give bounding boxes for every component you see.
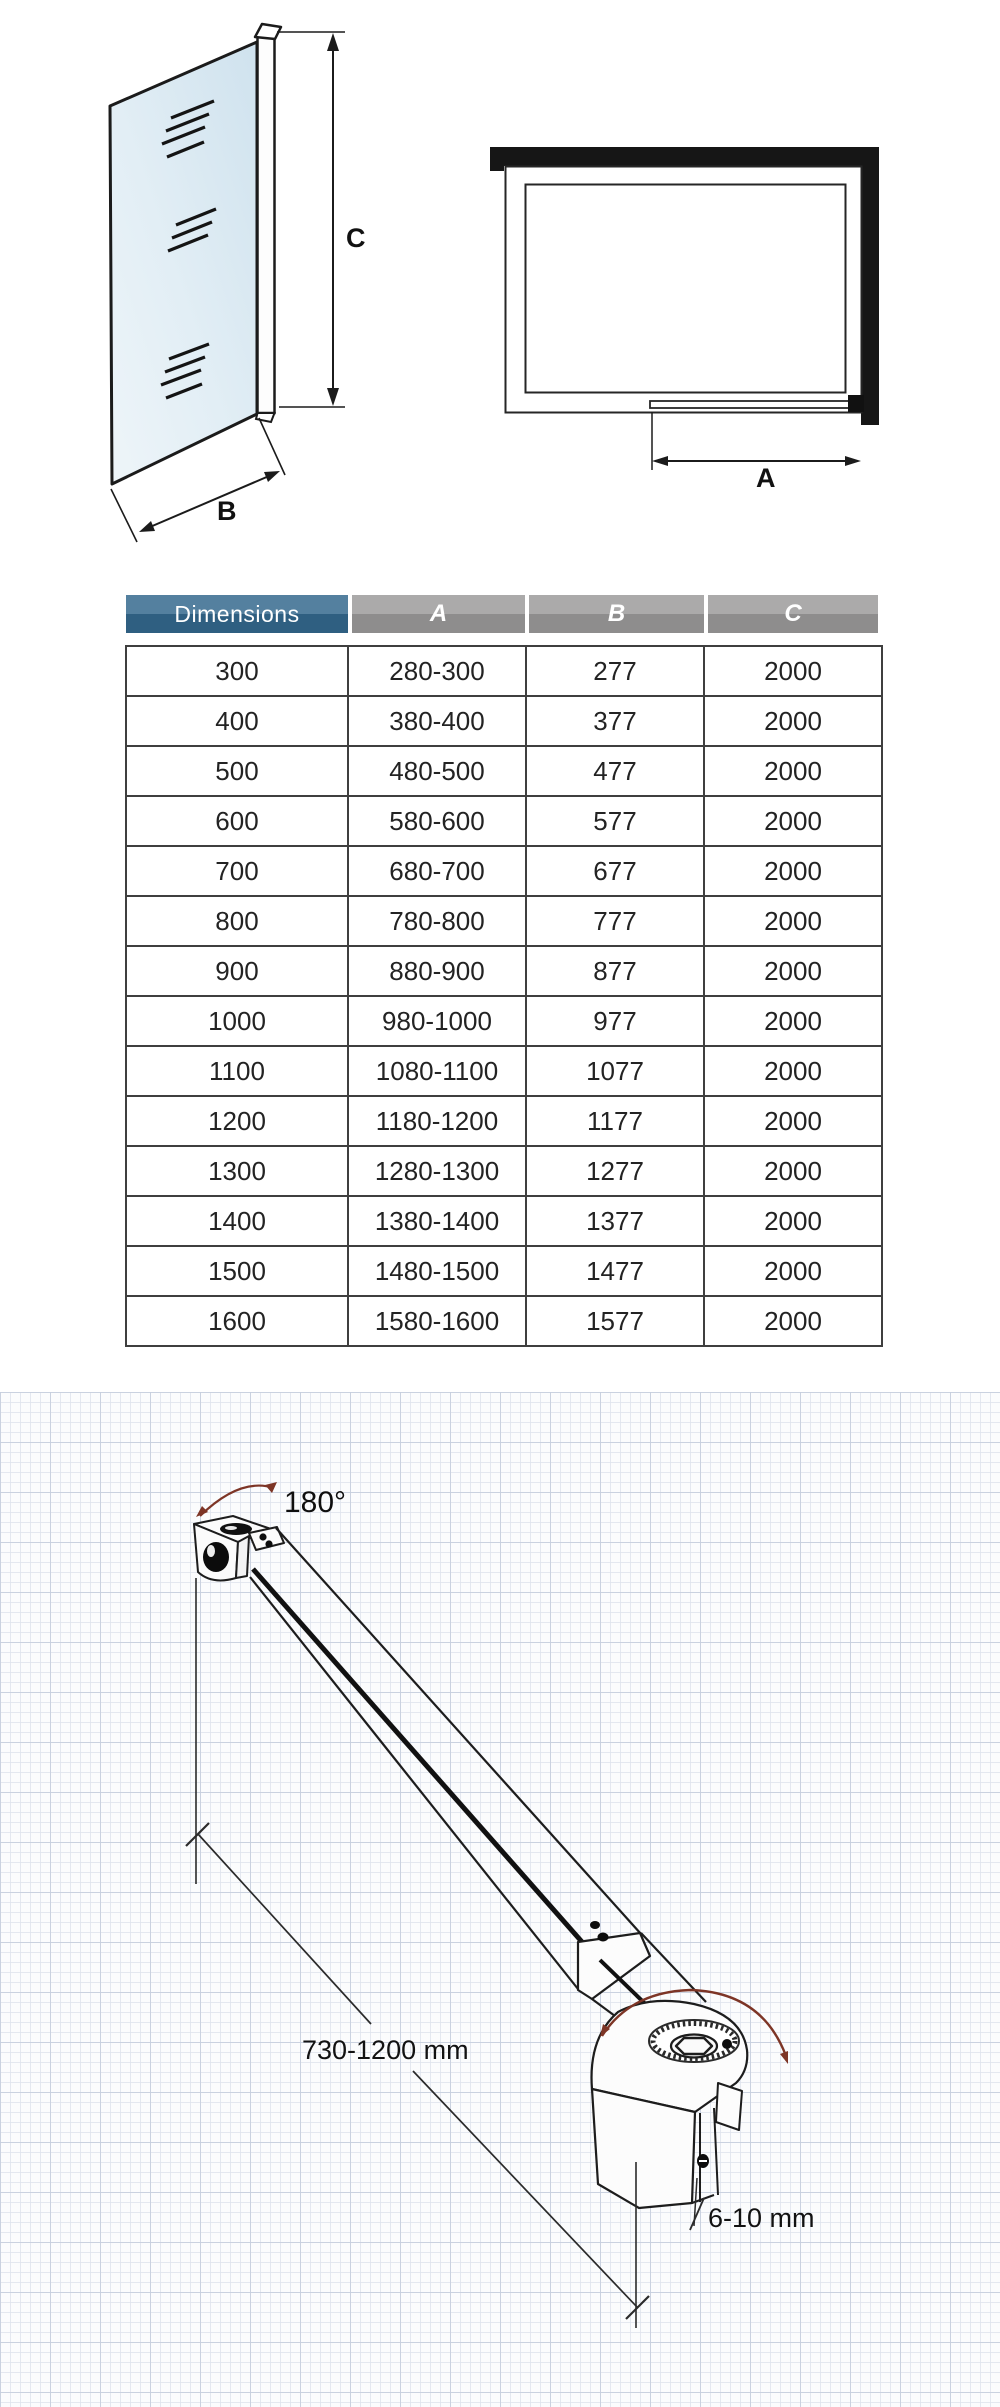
- table-row: [126, 1046, 882, 1096]
- table-cell: 400: [126, 696, 348, 746]
- top-view-diagram: [450, 90, 895, 500]
- screw-icon: [265, 1540, 272, 1547]
- support-bar-plan: [650, 401, 850, 408]
- wall-right: [861, 147, 879, 425]
- arrowhead-right-icon: [845, 456, 861, 466]
- table-row: [126, 696, 882, 746]
- table-row: [126, 896, 882, 946]
- table-cell: 1377: [526, 1196, 704, 1246]
- table-cell: 1480-1500: [348, 1246, 526, 1296]
- header-c: C: [708, 595, 878, 633]
- table-row: [126, 996, 882, 1046]
- arrowhead-left-icon: [139, 521, 155, 532]
- table-cell: 280-300: [348, 646, 526, 696]
- table-cell: 2000: [704, 646, 882, 696]
- table-cell: 2000: [704, 746, 882, 796]
- enclosure-outline: [506, 167, 862, 413]
- table-cell: 2000: [704, 1296, 882, 1346]
- table-header-row: [126, 595, 878, 633]
- outer-tube-end: [578, 1933, 650, 1999]
- arrowhead-left-icon: [652, 456, 668, 466]
- table-cell: 380-400: [348, 696, 526, 746]
- table-cell: 1580-1600: [348, 1296, 526, 1346]
- wall-top: [490, 147, 878, 166]
- glass-panel: [110, 24, 281, 484]
- rotation-arc-180: [196, 1482, 277, 1517]
- table-cell: 480-500: [348, 746, 526, 796]
- wall-bracket-plan: [848, 395, 864, 412]
- table-cell: 700: [126, 846, 348, 896]
- table-cell: 277: [526, 646, 704, 696]
- glass-panel-plan: [526, 185, 846, 393]
- table-cell: 1500: [126, 1246, 348, 1296]
- table-cell: 1277: [526, 1146, 704, 1196]
- support-bar-tube: [250, 1528, 706, 2036]
- table-cell: 580-600: [348, 796, 526, 846]
- table-cell: 777: [526, 896, 704, 946]
- table-cell: 977: [526, 996, 704, 1046]
- table-cell: 1180-1200: [348, 1096, 526, 1146]
- table-cell: 800: [126, 896, 348, 946]
- table-cell: 500: [126, 746, 348, 796]
- table-cell: 1077: [526, 1046, 704, 1096]
- table-cell: 2000: [704, 1246, 882, 1296]
- table-cell: 2000: [704, 696, 882, 746]
- table-cell: 1577: [526, 1296, 704, 1346]
- wall-profile-foot: [256, 413, 275, 422]
- table-cell: 980-1000: [348, 996, 526, 1046]
- arc-arrowhead-icon: [780, 2051, 788, 2064]
- table-cell: 1400: [126, 1196, 348, 1246]
- screw-icon: [590, 1921, 600, 1929]
- table-row: [126, 846, 882, 896]
- glass-thickness-label: 6-10 mm: [708, 2203, 815, 2233]
- side-view-diagram: [55, 5, 385, 555]
- table-cell: 1100: [126, 1046, 348, 1096]
- table-cell: 1000: [126, 996, 348, 1046]
- arrowhead-down-icon: [327, 388, 339, 406]
- dimension-a: [652, 412, 861, 470]
- table-cell: 680-700: [348, 846, 526, 896]
- arrowhead-up-icon: [327, 33, 339, 51]
- wall-top-step: [490, 166, 504, 171]
- table-row: [126, 646, 882, 696]
- rotation-label: 180°: [284, 1486, 347, 1519]
- table-cell: 577: [526, 796, 704, 846]
- screw-icon: [259, 1533, 266, 1540]
- table-cell: 2000: [704, 996, 882, 1046]
- bar-length-label: 730-1200 mm: [302, 2035, 469, 2065]
- table-row: [126, 1096, 882, 1146]
- table-row: [126, 1196, 882, 1246]
- label-c: C: [346, 223, 366, 253]
- table-row: [126, 1146, 882, 1196]
- table-cell: 1177: [526, 1096, 704, 1146]
- table-cell: 1380-1400: [348, 1196, 526, 1246]
- table-cell: 2000: [704, 1046, 882, 1096]
- table-row: [126, 1296, 882, 1346]
- label-b: B: [217, 496, 237, 526]
- table-cell: 2000: [704, 796, 882, 846]
- header-b: B: [529, 595, 704, 633]
- screw-icon: [598, 1933, 609, 1942]
- table-cell: 2000: [704, 946, 882, 996]
- dimensions-table: [125, 645, 883, 1347]
- support-bar-drawing: [0, 1392, 1000, 2407]
- table-cell: 2000: [704, 1096, 882, 1146]
- table-cell: 900: [126, 946, 348, 996]
- table-cell: 2000: [704, 1146, 882, 1196]
- table-cell: 1080-1100: [348, 1046, 526, 1096]
- table-cell: 780-800: [348, 896, 526, 946]
- table-row: [126, 796, 882, 846]
- table-cell: 1600: [126, 1296, 348, 1346]
- table-cell: 300: [126, 646, 348, 696]
- glass-clamp: [592, 2001, 748, 2208]
- table-cell: 2000: [704, 896, 882, 946]
- table-row: [126, 746, 882, 796]
- adjustment-knob: [649, 2020, 739, 2062]
- label-a: A: [756, 463, 776, 493]
- table-cell: 600: [126, 796, 348, 846]
- table-cell: 377: [526, 696, 704, 746]
- arrowhead-right-icon: [264, 471, 280, 482]
- header-a: A: [352, 595, 525, 633]
- table-cell: 1300: [126, 1146, 348, 1196]
- dimension-c: [277, 32, 345, 407]
- wall-profile: [258, 36, 275, 413]
- table-cell: 1280-1300: [348, 1146, 526, 1196]
- table-cell: 877: [526, 946, 704, 996]
- table-cell: 477: [526, 746, 704, 796]
- hinge-screw-boss: [203, 1542, 229, 1572]
- table-row: [126, 1246, 882, 1296]
- screw-icon: [722, 2039, 732, 2049]
- table-cell: 880-900: [348, 946, 526, 996]
- header-dimensions: Dimensions: [126, 595, 348, 633]
- table-cell: 1477: [526, 1246, 704, 1296]
- table-cell: 677: [526, 846, 704, 896]
- table-cell: 2000: [704, 1196, 882, 1246]
- arc-arrowhead-icon: [265, 1482, 277, 1493]
- table-cell: 2000: [704, 846, 882, 896]
- wall-hinge-bracket: [194, 1516, 284, 1580]
- table-row: [126, 946, 882, 996]
- table-cell: 1200: [126, 1096, 348, 1146]
